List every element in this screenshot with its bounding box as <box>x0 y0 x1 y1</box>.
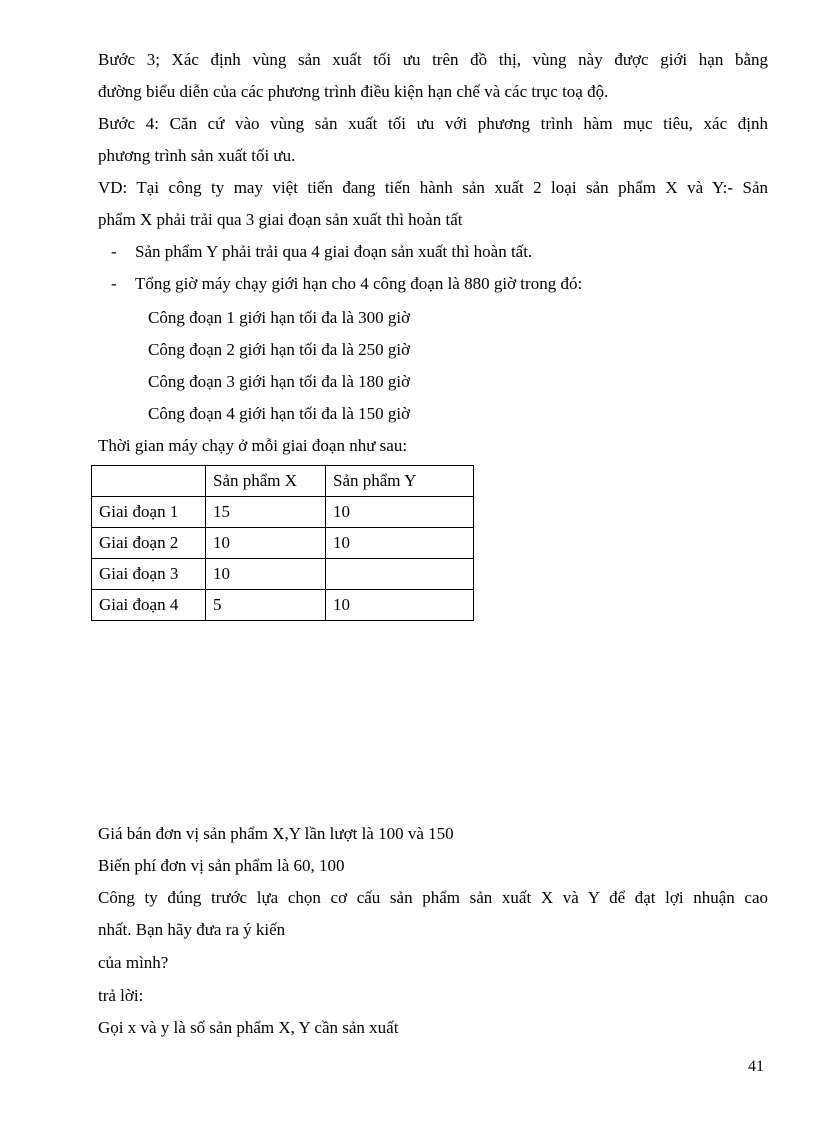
limit-stage-4: Công đoạn 4 giới hạn tối đa là 150 giờ <box>148 404 411 423</box>
machine-time-table <box>91 465 474 621</box>
table-cell: 10 <box>326 590 474 621</box>
table-row <box>92 528 474 559</box>
bullet-text-2: Tổng giờ máy chạy giới hạn cho 4 công đoạn là 880 giờ trong đó: <box>135 274 583 293</box>
price-line: Giá bán đơn vị sản phẩm X,Y lần lượt là 100 và 150 <box>98 824 454 843</box>
table-cell: Giai đoạn 2 <box>92 528 206 559</box>
table-cell: Giai đoạn 4 <box>92 590 206 621</box>
table-cell: 5 <box>206 590 326 621</box>
example-line-1: VD: Tại công ty may việt tiến đang tiến hành sản xuất 2 loại sản phẩm X và Y:- Sản <box>98 178 768 197</box>
table-row <box>92 497 474 528</box>
bullet-dash-1: - <box>111 242 117 261</box>
step3-line-2: đường biểu diễn của các phương trình điều kiện hạn chế và các trục toạ độ. <box>98 82 609 101</box>
table-cell: Giai đoạn 3 <box>92 559 206 590</box>
bullet-dash-2: - <box>111 274 117 293</box>
answer-label: trả lời: <box>98 986 144 1005</box>
table-cell: 15 <box>206 497 326 528</box>
page-number: 41 <box>748 1058 764 1075</box>
bullet-text-1: Sản phẩm Y phải trải qua 4 giai đoạn sản xuất thì hoàn tất. <box>135 242 533 261</box>
table-header-cell <box>92 466 206 497</box>
table-header-cell: Sản phẩm Y <box>326 466 474 497</box>
question-line-2: nhất. Bạn hãy đưa ra ý kiến <box>98 920 286 939</box>
table-cell: Giai đoạn 1 <box>92 497 206 528</box>
cost-line: Biến phí đơn vị sản phẩm là 60, 100 <box>98 856 345 875</box>
question-line-1: Công ty đúng trước lựa chọn cơ cấu sản phẩm sản xuất X và Y để đạt lợi nhuận cao <box>98 888 768 907</box>
step4-line-2: phương trình sản xuất tối ưu. <box>98 146 296 165</box>
table-cell: 10 <box>206 528 326 559</box>
table-cell: 10 <box>206 559 326 590</box>
table-cell <box>326 559 474 590</box>
answer-line-1: Gọi x và y là số sản phẩm X, Y cần sản xuất <box>98 1018 399 1037</box>
example-line-2: phẩm X phải trải qua 3 giai đoạn sản xuất thì hoàn tất <box>98 210 463 229</box>
table-header-row <box>92 466 474 497</box>
table-row <box>92 590 474 621</box>
table-row <box>92 559 474 590</box>
table-cell: 10 <box>326 497 474 528</box>
limit-stage-3: Công đoạn 3 giới hạn tối đa là 180 giờ <box>148 372 411 391</box>
table-intro: Thời gian máy chạy ở mỗi giai đoạn như sau: <box>98 436 408 455</box>
step3-line-1: Bước 3; Xác định vùng sản xuất tối ưu trên đồ thị, vùng này được giới hạn bằng <box>98 50 768 69</box>
limit-stage-1: Công đoạn 1 giới hạn tối đa là 300 giờ <box>148 308 411 327</box>
limit-stage-2: Công đoạn 2 giới hạn tối đa là 250 giờ <box>148 340 411 359</box>
step4-line-1: Bước 4: Căn cứ vào vùng sản xuất tối ưu với phương trình hàm mục tiêu, xác định <box>98 114 768 133</box>
question-line-3: của mình? <box>98 953 169 972</box>
table-cell: 10 <box>326 528 474 559</box>
table-header-cell: Sản phẩm X <box>206 466 326 497</box>
